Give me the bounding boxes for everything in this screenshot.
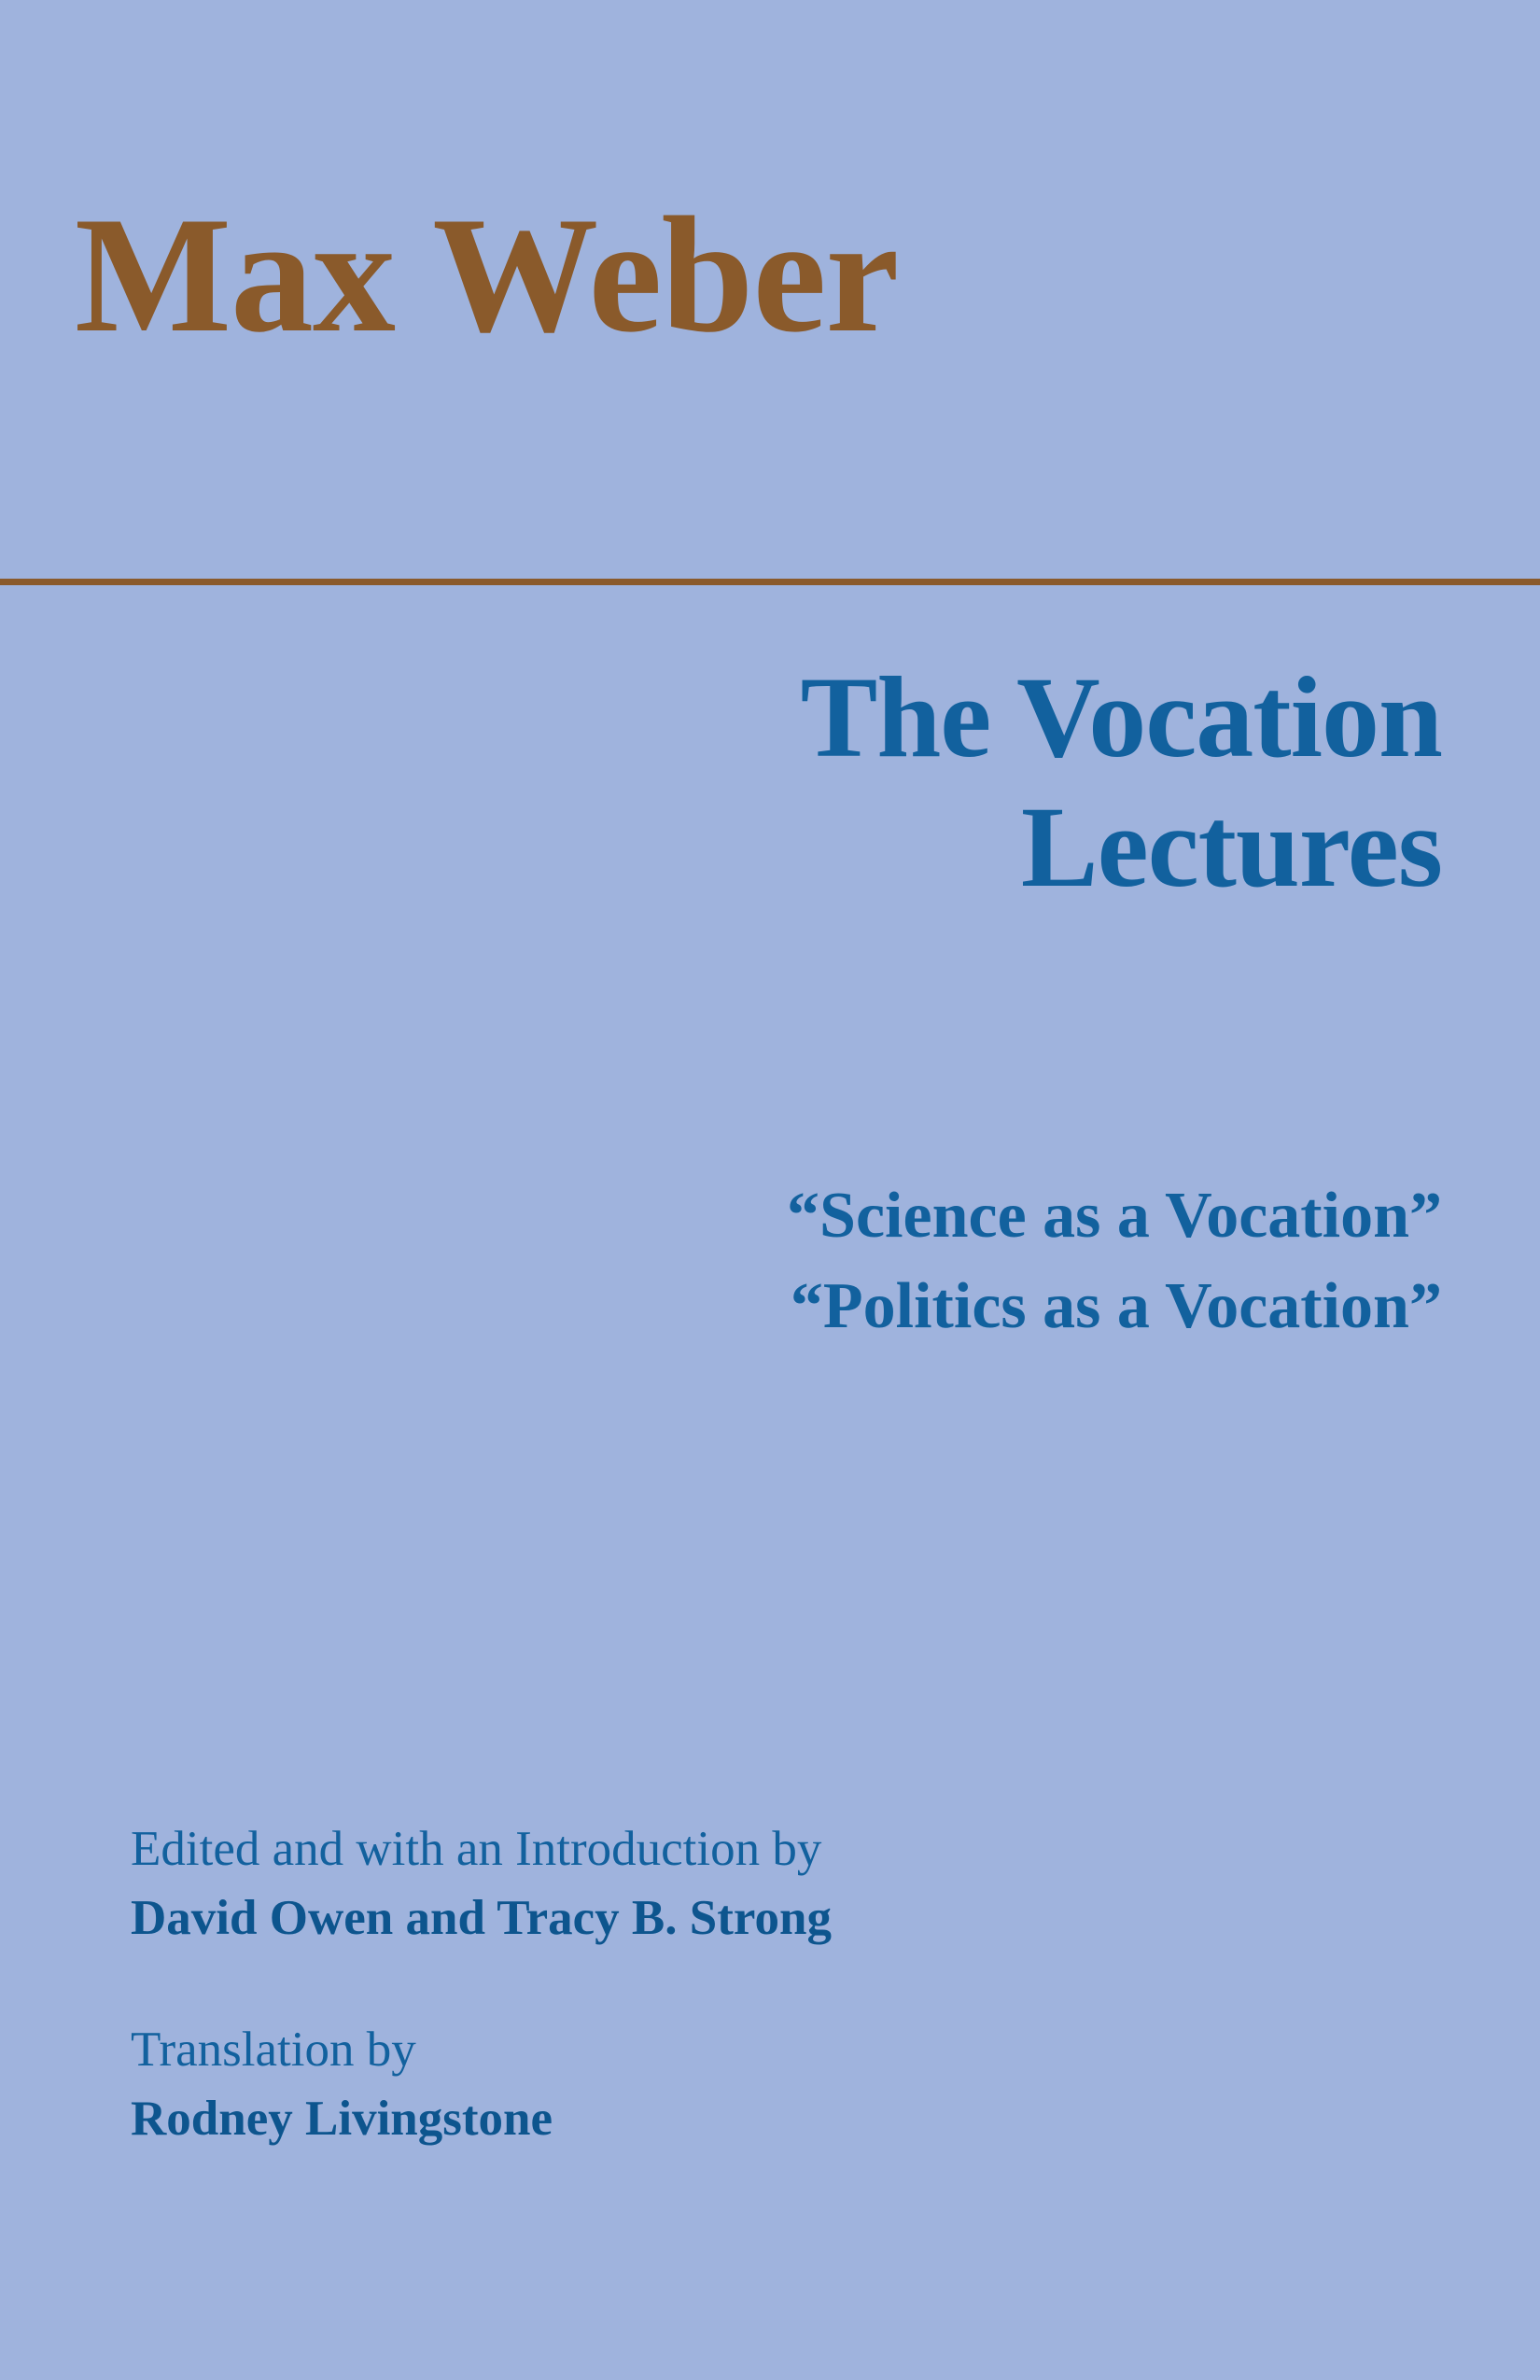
editor-role-label: Edited and with an Introduction by — [131, 1822, 822, 1876]
horizontal-rule-divider — [0, 579, 1540, 585]
title-block — [75, 653, 1442, 913]
book-title-line-2: Lectures — [1020, 782, 1442, 911]
editor-names: David Owen and Tracy B. Strong — [131, 1890, 832, 1945]
author-block — [75, 182, 1465, 367]
author-name: Max Weber — [75, 182, 899, 367]
credit-group-editors — [131, 1820, 1428, 1948]
credits-block — [131, 1820, 1428, 2149]
book-title-line-1: The Vocation — [800, 653, 1442, 781]
translator-role-label: Translation by — [131, 2023, 416, 2078]
subtitle-politics: “Politics as a Vocation” — [790, 1269, 1442, 1342]
translator-name: Rodney Livingstone — [131, 2091, 553, 2146]
subtitle-science: “Science as a Vocation” — [787, 1180, 1442, 1252]
subtitle-block — [75, 1171, 1442, 1351]
credit-group-translator — [131, 2021, 1428, 2149]
